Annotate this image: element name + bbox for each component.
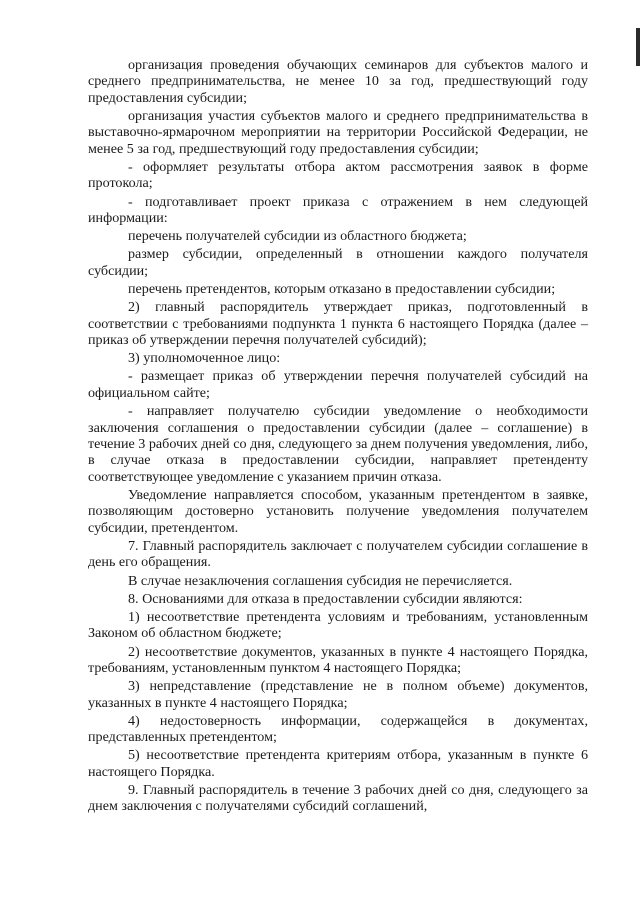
paragraph-refused-list: перечень претендентов, которым отказано в предоставлении субсидии;	[128, 281, 556, 298]
paragraph-item-9: 9. Главный распорядитель в течение 3 рабочих дней со дня, следующего за днем заключения с получателями субсидий соглашений,	[88, 782, 588, 815]
document-page	[88, 57, 588, 817]
scan-edge-mark	[636, 28, 640, 66]
paragraph-reason-5: 5) несоответствие претендента критериям отбора, указанным в пункте 6 настоящего Порядка.	[88, 747, 588, 780]
paragraph-reason-4: 4) недостоверность информации, содержащейся в документах, представленных претендентом;	[88, 712, 588, 746]
paragraph-publish-order: - размещает приказ об утверждении перечня получателей субсидий на официальном сайте;	[88, 368, 588, 401]
paragraph-recipients-list: перечень получателей субсидии из областного бюджета;	[128, 228, 467, 245]
paragraph-reason-3: 3) непредставление (представление не в полном объеме) документов, указанных в пункте 4 настоящего Порядка;	[88, 678, 588, 711]
paragraph-subsidy-size: размер субсидии, определенный в отношении каждого получателя субсидии;	[88, 246, 588, 279]
paragraph-item-8: 8. Основаниями для отказа в предоставлении субсидии являются:	[128, 590, 523, 607]
paragraph-item-7: 7. Главный распорядитель заключает с получателем субсидии соглашение в день его обращения.	[88, 537, 588, 571]
paragraph-reason-1: 1) несоответствие претендента условиям и требованиям, установленным Законом об областном бюджете;	[88, 608, 588, 642]
paragraph-notice-method: Уведомление направляется способом, указанным претендентом в заявке, позволяющим достоверно установить получение уведомления получателем субсидии, претендентом.	[88, 486, 588, 536]
paragraph-exhibitions: организация участия субъектов малого и среднего предпринимательства в выставочно-ярмарочном мероприятии на территории Российской Федерации, не менее 5 за год, предшествующий году предоставления субсидии;	[88, 108, 588, 157]
paragraph-send-notice: - направляет получателю субсидии уведомление о необходимости заключения соглашения о предоставлении субсидии (далее – соглашение) в течение 3 рабочих дней со дня, следующего за днем получения уведомления, либо, в случае отказа в предоставлении субсидии, направляет претенденту соответствующее уведомление с указанием причин отказа.	[88, 403, 588, 485]
paragraph-item-3: 3) уполномоченное лицо:	[128, 350, 281, 367]
paragraph-draft-order: - подготавливает проект приказа с отражением в нем следующей информации:	[88, 193, 588, 227]
paragraph-item-2: 2) главный распорядитель утверждает приказ, подготовленный в соответствии с требованиями подпункта 1 пункта 6 настоящего Порядка (далее – приказ об утверждении перечня получателей субсидий);	[88, 299, 588, 349]
paragraph-protocol: - оформляет результаты отбора актом рассмотрения заявок в форме протокола;	[88, 159, 588, 192]
paragraph-seminars: организация проведения обучающих семинаров для субъектов малого и среднего предпринимательства, не менее 10 за год, предшествующий году предоставления субсидии;	[88, 57, 588, 106]
paragraph-no-agreement: В случае незаключения соглашения субсидия не перечисляется.	[128, 572, 513, 589]
paragraph-reason-2: 2) несоответствие документов, указанных в пункте 4 настоящего Порядка, требованиям, установленным пунктом 4 настоящего Порядка;	[88, 643, 588, 676]
